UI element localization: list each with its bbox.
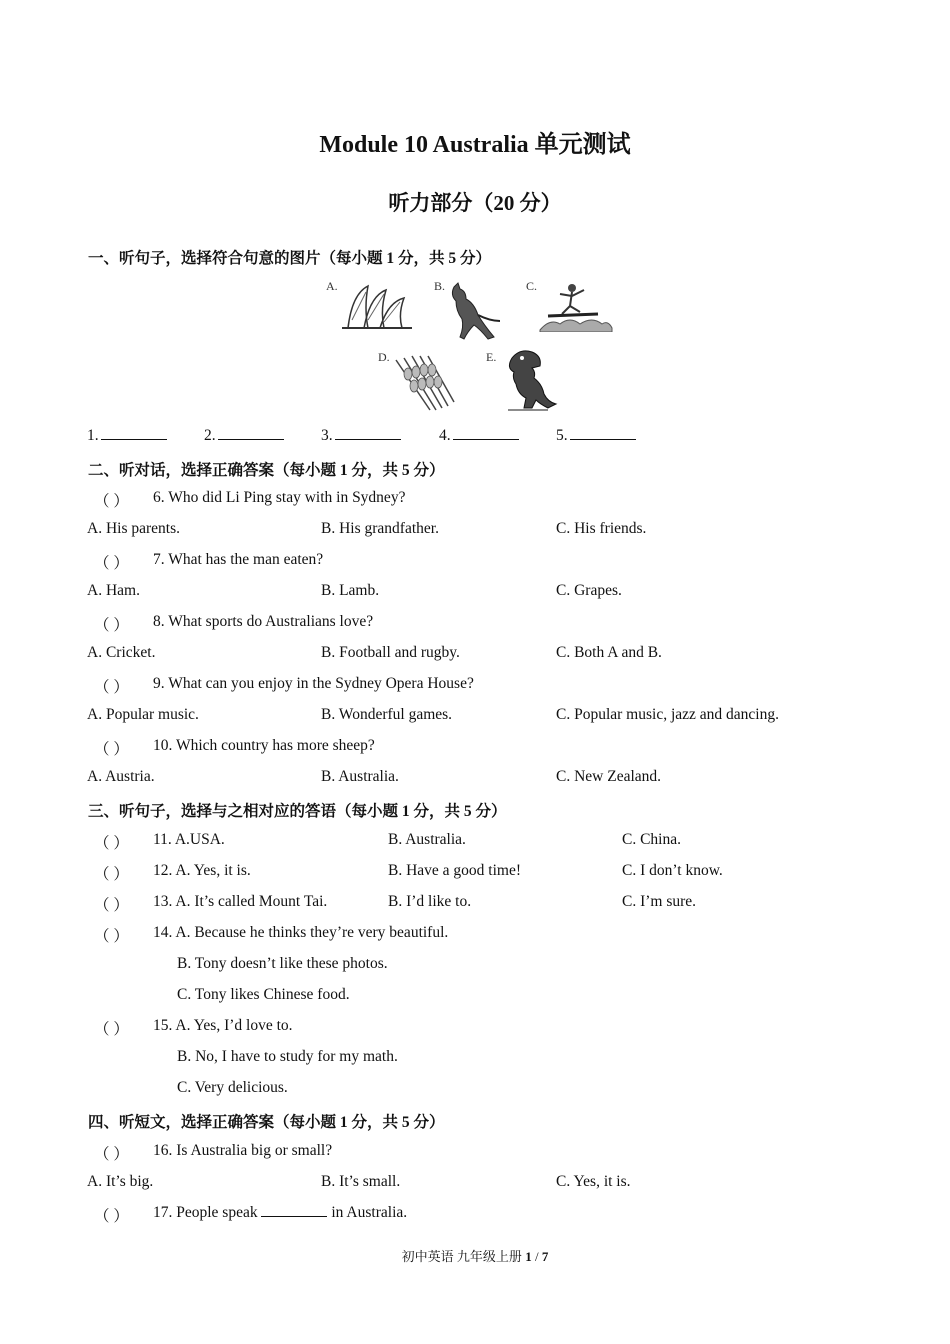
picture-a-label: A.	[326, 279, 338, 293]
page-footer: 初中英语 九年级上册 1 / 7	[401, 1249, 549, 1264]
question-8: 8. What sports do Australians love?	[153, 613, 374, 630]
q11-option-b: B. Australia.	[388, 831, 466, 848]
answer-blank-4[interactable]: 4.	[439, 427, 519, 445]
page-total: 7	[541, 1249, 549, 1264]
q8-option-c: C. Both A and B.	[556, 644, 662, 661]
q7-option-c: C. Grapes.	[556, 582, 622, 599]
question-10: 10. Which country has more sheep?	[153, 737, 375, 754]
section-2-heading: 二、听对话，选择正确答案（每小题 1 分，共 5 分）	[88, 462, 445, 479]
kangaroo-picture	[444, 281, 504, 343]
q9-option-b: B. Wonderful games.	[321, 706, 453, 723]
q6-option-b: B. His grandfather.	[321, 520, 439, 537]
answer-paren-9[interactable]: （ ）	[94, 679, 129, 696]
section-1-heading: 一、听句子，选择符合句意的图片（每小题 1 分，共 5 分）	[88, 250, 492, 267]
q6-option-c: C. His friends.	[556, 520, 647, 537]
picture-e-label: E.	[486, 350, 497, 364]
q13-option-b: B. I’d like to.	[388, 893, 472, 910]
q12-option-c: C. I don’t know.	[622, 862, 723, 879]
question-17: 17. People speak in Australia.	[153, 1204, 408, 1221]
q14-option-b: B. Tony doesn’t like these photos.	[177, 955, 388, 972]
page-number: 1	[525, 1249, 532, 1264]
q15-option-c: C. Very delicious.	[177, 1079, 288, 1096]
picture-c-label: C.	[526, 279, 538, 293]
dinosaur-picture	[498, 348, 560, 414]
answer-paren-12[interactable]: （ ）	[94, 866, 129, 883]
answer-paren-13[interactable]: （ ）	[94, 897, 129, 914]
answer-blank-1[interactable]: 1.	[87, 427, 167, 445]
q13-option-c: C. I’m sure.	[622, 893, 697, 910]
q14-option-a: 14. A. Because he thinks they’re very beautiful.	[153, 924, 449, 941]
section-4-heading: 四、听短文，选择正确答案（每小题 1 分，共 5 分）	[88, 1114, 445, 1131]
q12-option-b: B. Have a good time!	[388, 862, 522, 879]
opera-house-picture	[338, 280, 416, 332]
answer-paren-10[interactable]: （ ）	[94, 741, 129, 758]
answer-paren-11[interactable]: （ ）	[94, 835, 129, 852]
q7-option-b: B. Lamb.	[321, 582, 380, 599]
answer-blank-3[interactable]: 3.	[321, 427, 401, 445]
q9-option-c: C. Popular music, jazz and dancing.	[556, 706, 779, 723]
answer-paren-17[interactable]: （ ）	[94, 1208, 129, 1225]
q16-option-b: B. It’s small.	[321, 1173, 401, 1190]
q11-option-c: C. China.	[622, 831, 681, 848]
q8-option-a: A. Cricket.	[87, 644, 156, 661]
q12-option-a: 12. A. Yes, it is.	[153, 862, 251, 879]
q16-option-c: C. Yes, it is.	[556, 1173, 631, 1190]
q14-option-c: C. Tony likes Chinese food.	[177, 986, 350, 1003]
answer-paren-16[interactable]: （ ）	[94, 1146, 129, 1163]
picture-b-label: B.	[434, 279, 446, 293]
q8-option-b: B. Football and rugby.	[321, 644, 460, 661]
q10-option-b: B. Australia.	[321, 768, 399, 785]
answer-paren-14[interactable]: （ ）	[94, 928, 129, 945]
q7-option-a: A. Ham.	[87, 582, 140, 599]
skewers-picture	[390, 352, 460, 414]
surfer-picture	[538, 280, 614, 332]
answer-paren-15[interactable]: （ ）	[94, 1021, 129, 1038]
q9-option-a: A. Popular music.	[87, 706, 199, 723]
q15-option-a: 15. A. Yes, I’d love to.	[153, 1017, 293, 1034]
answer-paren-6[interactable]: （ ）	[94, 493, 129, 510]
q17-fill-blank[interactable]	[261, 1204, 327, 1217]
answer-paren-7[interactable]: （ ）	[94, 555, 129, 572]
picture-d-label: D.	[378, 350, 390, 364]
question-16: 16. Is Australia big or small?	[153, 1142, 333, 1159]
question-9: 9. What can you enjoy in the Sydney Opera House?	[153, 675, 474, 692]
question-6: 6. Who did Li Ping stay with in Sydney?	[153, 489, 406, 506]
question-7: 7. What has the man eaten?	[153, 551, 324, 568]
section-3-heading: 三、听句子，选择与之相对应的答语（每小题 1 分，共 5 分）	[88, 803, 507, 820]
q13-option-a: 13. A. It’s called Mount Tai.	[153, 893, 328, 910]
q15-option-b: B. No, I have to study for my math.	[177, 1048, 398, 1065]
answer-blank-2[interactable]: 2.	[204, 427, 284, 445]
q10-option-a: A. Austria.	[87, 768, 155, 785]
q16-option-a: A. It’s big.	[87, 1173, 154, 1190]
q10-option-c: C. New Zealand.	[556, 768, 662, 785]
answer-blank-5[interactable]: 5.	[556, 427, 636, 445]
q6-option-a: A. His parents.	[87, 520, 180, 537]
answer-paren-8[interactable]: （ ）	[94, 617, 129, 634]
page-subtitle: 听力部分（20 分）	[388, 191, 562, 215]
page-title: Module 10 Australia 单元测试	[319, 132, 631, 158]
q11-option-a: 11. A.USA.	[153, 831, 225, 848]
